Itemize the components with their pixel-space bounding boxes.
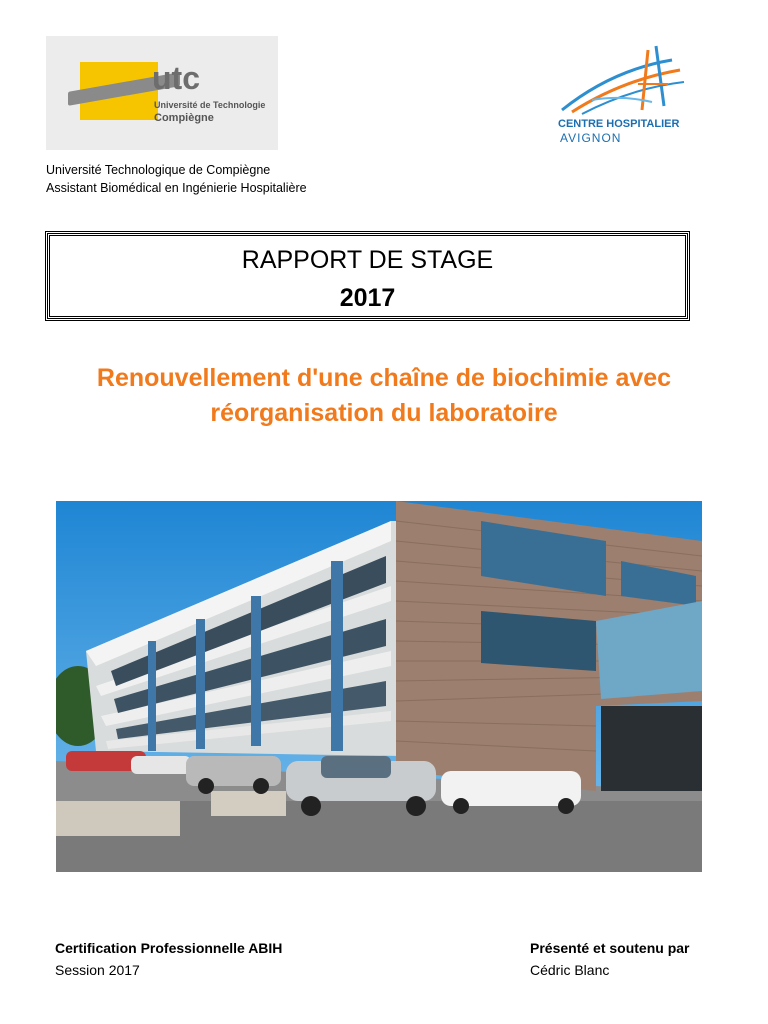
report-subject-line-1: Renouvellement d'une chaîne de biochimie avec [96,364,672,392]
centre-hospitalier-logo-swoosh-icon [552,40,702,120]
utc-logo-subtitle-2: Compiègne [154,112,214,124]
institution-name: Université Technologique de Compiègne [46,163,271,177]
hospital-building-photo [56,501,702,872]
utc-logo-subtitle-1: Université de Technologie [154,100,266,110]
session-label: Session 2017 [55,962,140,978]
program-name: Assistant Biomédical en Ingénierie Hospitalière [46,181,307,195]
utc-logo-word: utc [152,60,200,96]
centre-hospitalier-logo-city: AVIGNON [560,131,622,145]
presented-by-label: Présenté et soutenu par [530,940,690,956]
utc-logo [46,36,278,150]
report-title-box [47,233,688,319]
report-year: 2017 [339,284,396,312]
certification-label: Certification Professionnelle ABIH [55,940,283,956]
report-title: RAPPORT DE STAGE [241,246,494,274]
centre-hospitalier-avignon-logo [552,40,702,150]
report-subject-line-2: réorganisation du laboratoire [210,399,558,427]
centre-hospitalier-logo-name: CENTRE HOSPITALIER [558,118,680,130]
author-name: Cédric Blanc [530,962,610,978]
